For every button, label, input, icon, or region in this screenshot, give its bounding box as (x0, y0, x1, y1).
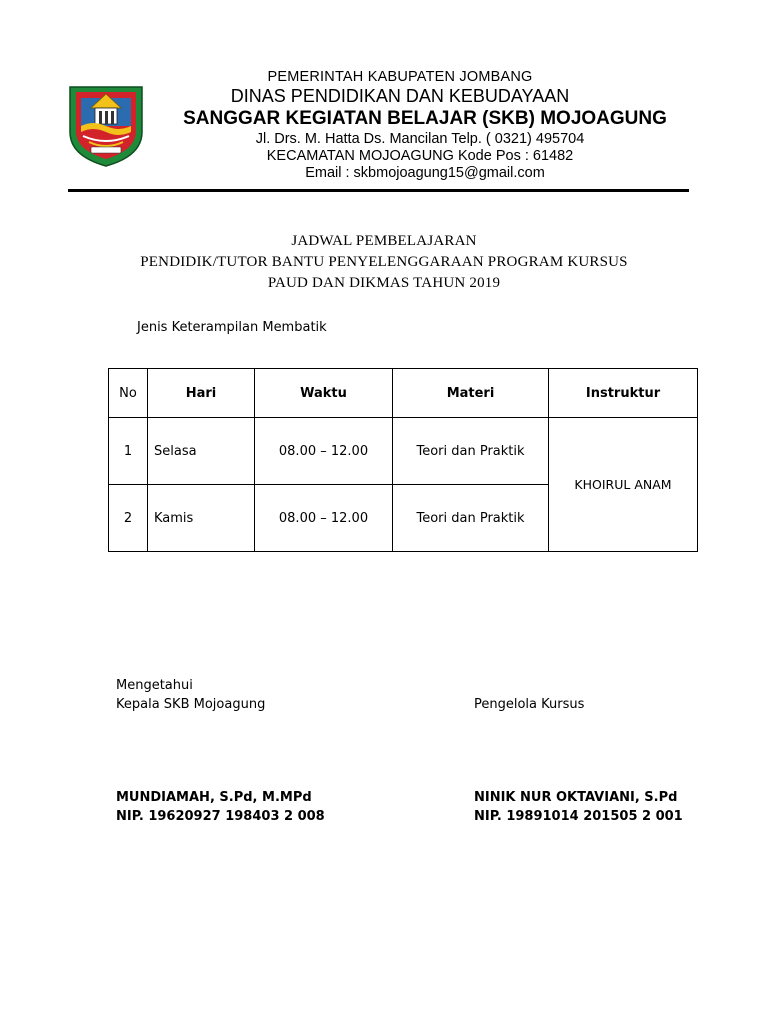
head-title-label: Kepala SKB Mojoagung (116, 697, 266, 712)
head-name: MUNDIAMAH, S.Pd, M.MPd (116, 790, 312, 805)
document-title-line3: PAUD DAN DIKMAS TAHUN 2019 (267, 275, 501, 291)
cell-waktu: 08.00 – 12.00 (255, 418, 393, 485)
table-header-row (109, 369, 698, 418)
header-materi: Materi (393, 369, 549, 418)
header-hari: Hari (148, 369, 255, 418)
manager-title-label: Pengelola Kursus (474, 697, 585, 712)
cell-waktu: 08.00 – 12.00 (255, 485, 393, 552)
manager-name: NINIK NUR OKTAVIANI, S.Pd (474, 790, 678, 805)
header-instruktur: Instruktur (549, 369, 698, 418)
skill-type-label: Jenis Keterampilan Membatik (137, 320, 327, 335)
cell-no: 2 (109, 485, 148, 552)
cell-instructor: KHOIRUL ANAM (549, 418, 698, 552)
header-no: No (109, 369, 148, 418)
letterhead-email: Email : skbmojoagung15@gmail.com (305, 165, 545, 181)
cell-no: 1 (109, 418, 148, 485)
acknowledge-label: Mengetahui (116, 678, 193, 693)
letterhead-divider (68, 189, 689, 192)
cell-hari: Kamis (148, 485, 255, 552)
letterhead-government: PEMERINTAH KABUPATEN JOMBANG (267, 69, 533, 85)
letterhead-institution: SANGGAR KEGIATAN BELAJAR (SKB) MOJOAGUNG (183, 108, 667, 129)
cell-materi: Teori dan Praktik (393, 418, 549, 485)
header-waktu: Waktu (255, 369, 393, 418)
cell-hari: Selasa (148, 418, 255, 485)
regency-emblem-logo (67, 84, 145, 168)
head-nip: NIP. 19620927 198403 2 008 (116, 809, 325, 824)
manager-nip: NIP. 19891014 201505 2 001 (474, 809, 683, 824)
letterhead-address: Jl. Drs. M. Hatta Ds. Mancilan Telp. ( 0321) 495704 (255, 131, 585, 147)
letterhead-district: KECAMATAN MOJOAGUNG Kode Pos : 61482 (266, 148, 574, 164)
schedule-table (108, 368, 698, 552)
table-row (109, 418, 698, 485)
document-title-line2: PENDIDIK/TUTOR BANTU PENYELENGGARAAN PROGRAM KURSUS (140, 254, 628, 270)
cell-materi: Teori dan Praktik (393, 485, 549, 552)
letterhead-department: DINAS PENDIDIKAN DAN KEBUDAYAAN (230, 86, 570, 106)
document-title-line1: JADWAL PEMBELAJARAN (291, 233, 477, 249)
